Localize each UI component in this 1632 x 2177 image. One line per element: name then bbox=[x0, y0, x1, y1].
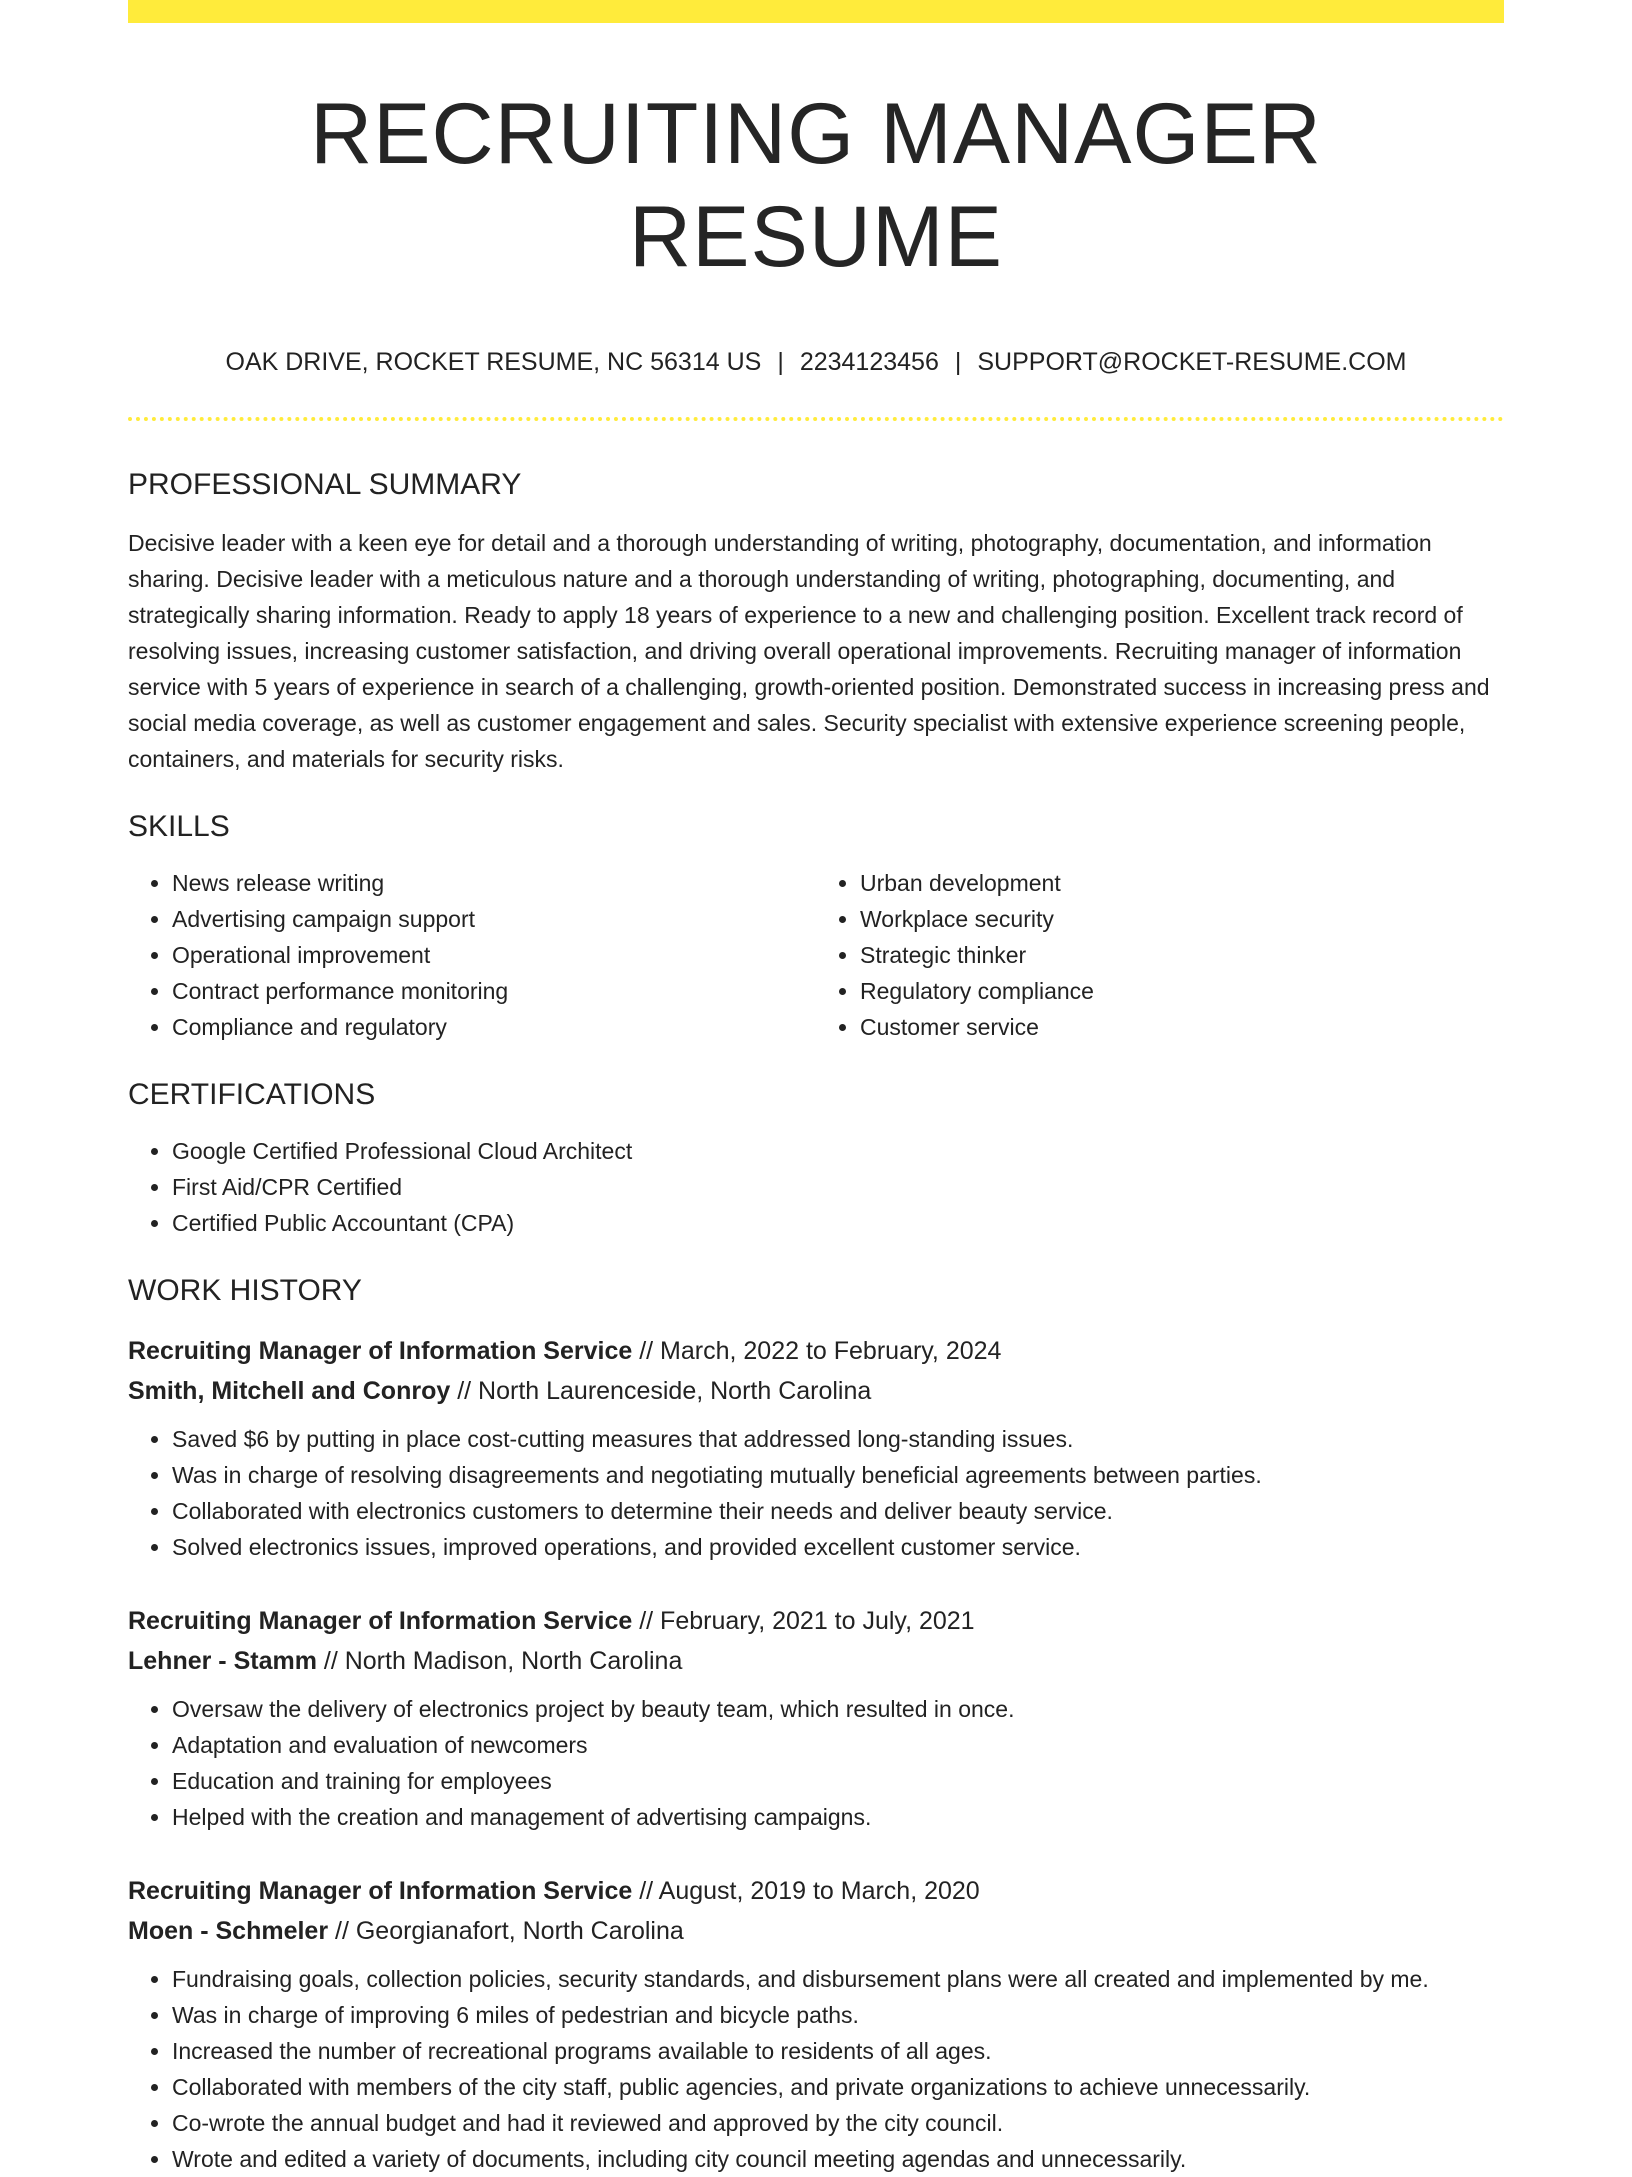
job-bullets bbox=[128, 1691, 1504, 1835]
accent-top-bar bbox=[128, 0, 1504, 23]
skill-item: • Strategic thinker bbox=[860, 937, 1504, 973]
job-bullet: • Solved electronics issues, improved operations, and provided excellent customer service. bbox=[172, 1529, 1504, 1565]
work-history-heading: WORK HISTORY bbox=[128, 1274, 362, 1308]
job-location: // Georgianafort, North Carolina bbox=[328, 1917, 684, 1946]
contact-email: SUPPORT@ROCKET-RESUME.COM bbox=[977, 348, 1407, 377]
skill-item: • Compliance and regulatory bbox=[172, 1009, 816, 1045]
job-bullet: • Collaborated with electronics customers to determine their needs and deliver beauty service. bbox=[172, 1493, 1504, 1529]
skill-item: • Regulatory compliance bbox=[860, 973, 1504, 1009]
job-company-line bbox=[128, 1641, 1504, 1681]
job-bullets bbox=[128, 1961, 1504, 2177]
contact-address: OAK DRIVE, ROCKET RESUME, NC 56314 US bbox=[225, 348, 762, 377]
skill-item: • Advertising campaign support bbox=[172, 901, 816, 937]
job-bullet: • Education and training for employees bbox=[172, 1763, 1504, 1799]
skill-item: • Urban development bbox=[860, 865, 1504, 901]
contact-line bbox=[128, 347, 1504, 377]
job-location: // North Madison, North Carolina bbox=[316, 1647, 683, 1676]
job-bullet: • Was in charge of improving 6 miles of pedestrian and bicycle paths. bbox=[172, 1997, 1504, 2033]
certification-item: • First Aid/CPR Certified bbox=[172, 1169, 1504, 1205]
contact-separator: | bbox=[777, 348, 784, 377]
summary-heading: PROFESSIONAL SUMMARY bbox=[128, 468, 522, 502]
dotted-divider bbox=[128, 417, 1504, 421]
skills-list-left bbox=[128, 865, 816, 1045]
job-entry bbox=[128, 1871, 1504, 2177]
job-bullet: • Fundraising goals, collection policies, security standards, and disbursement plans were all created and implemented by me. bbox=[172, 1961, 1504, 1997]
job-company: Lehner - Stamm bbox=[128, 1647, 317, 1676]
certification-item: • Certified Public Accountant (CPA) bbox=[172, 1205, 1504, 1241]
job-role-line bbox=[128, 1601, 1504, 1641]
job-role: Recruiting Manager of Information Service bbox=[128, 1337, 633, 1366]
skill-item: • Contract performance monitoring bbox=[172, 973, 816, 1009]
job-company: Moen - Schmeler bbox=[128, 1917, 329, 1946]
job-bullet: • Co-wrote the annual budget and had it reviewed and approved by the city council. bbox=[172, 2105, 1504, 2141]
job-dates: // March, 2022 to February, 2024 bbox=[632, 1337, 1002, 1366]
job-role-line bbox=[128, 1331, 1504, 1371]
certifications-heading: CERTIFICATIONS bbox=[128, 1078, 376, 1112]
resume-page bbox=[128, 0, 1504, 2177]
job-role: Recruiting Manager of Information Service bbox=[128, 1877, 633, 1906]
job-bullet: • Oversaw the delivery of electronics project by beauty team, which resulted in once. bbox=[172, 1691, 1504, 1727]
skills-heading: SKILLS bbox=[128, 810, 230, 844]
job-bullet: • Increased the number of recreational programs available to residents of all ages. bbox=[172, 2033, 1504, 2069]
contact-separator: | bbox=[954, 348, 962, 377]
resume-title: RECRUITING MANAGER RESUME bbox=[310, 86, 1322, 286]
job-dates: // February, 2021 to July, 2021 bbox=[632, 1607, 975, 1636]
job-location: // North Laurenceside, North Carolina bbox=[450, 1377, 872, 1406]
job-entry bbox=[128, 1331, 1504, 1565]
job-company-line bbox=[128, 1911, 1504, 1951]
skill-item: • News release writing bbox=[172, 865, 816, 901]
job-company: Smith, Mitchell and Conroy bbox=[128, 1377, 451, 1406]
job-role-line bbox=[128, 1871, 1504, 1911]
certification-item: • Google Certified Professional Cloud Architect bbox=[172, 1133, 1504, 1169]
skill-item: • Customer service bbox=[860, 1009, 1504, 1045]
job-bullets bbox=[128, 1421, 1504, 1565]
skills-list-right bbox=[816, 865, 1504, 1045]
job-role: Recruiting Manager of Information Service bbox=[128, 1607, 633, 1636]
certifications-list bbox=[128, 1133, 1504, 1241]
job-bullet: • Was in charge of resolving disagreements and negotiating mutually beneficial agreements between parties. bbox=[172, 1457, 1504, 1493]
job-bullet: • Saved $6 by putting in place cost-cutting measures that addressed long-standing issues. bbox=[172, 1421, 1504, 1457]
job-entry bbox=[128, 1601, 1504, 1835]
job-bullet: • Wrote and edited a variety of documents, including city council meeting agendas and unnecessarily. bbox=[172, 2141, 1504, 2177]
skill-item: • Workplace security bbox=[860, 901, 1504, 937]
job-bullet: • Collaborated with members of the city staff, public agencies, and private organizations to achieve unnecessarily. bbox=[172, 2069, 1504, 2105]
skills-grid bbox=[128, 845, 1504, 1045]
job-company-line bbox=[128, 1371, 1504, 1411]
summary-text: Decisive leader with a keen eye for detail and a thorough understanding of writing, photography, documentation, and information sharing. Decisive leader with a meticulous nature and a thorough understanding of writing, photographing, documenting, and strategically sharing information. Ready to apply 18 years of experience to a new and challenging position. Excellent track record of resolving issues, increasing customer satisfaction, and driving overall operational improvements. Recruiting manager of information service with 5 years of experience in search of a challenging, growth-oriented position. Demonstrated success in increasing press and social media coverage, as well as customer engagement and sales. Security specialist with extensive experience screening people, containers, and materials for security risks. bbox=[128, 530, 1490, 773]
skill-item: • Operational improvement bbox=[172, 937, 816, 973]
job-bullet: • Helped with the creation and management of advertising campaigns. bbox=[172, 1799, 1504, 1835]
job-bullet: • Adaptation and evaluation of newcomers bbox=[172, 1727, 1504, 1763]
contact-phone: 2234123456 bbox=[799, 348, 939, 377]
job-dates: // August, 2019 to March, 2020 bbox=[632, 1877, 980, 1906]
